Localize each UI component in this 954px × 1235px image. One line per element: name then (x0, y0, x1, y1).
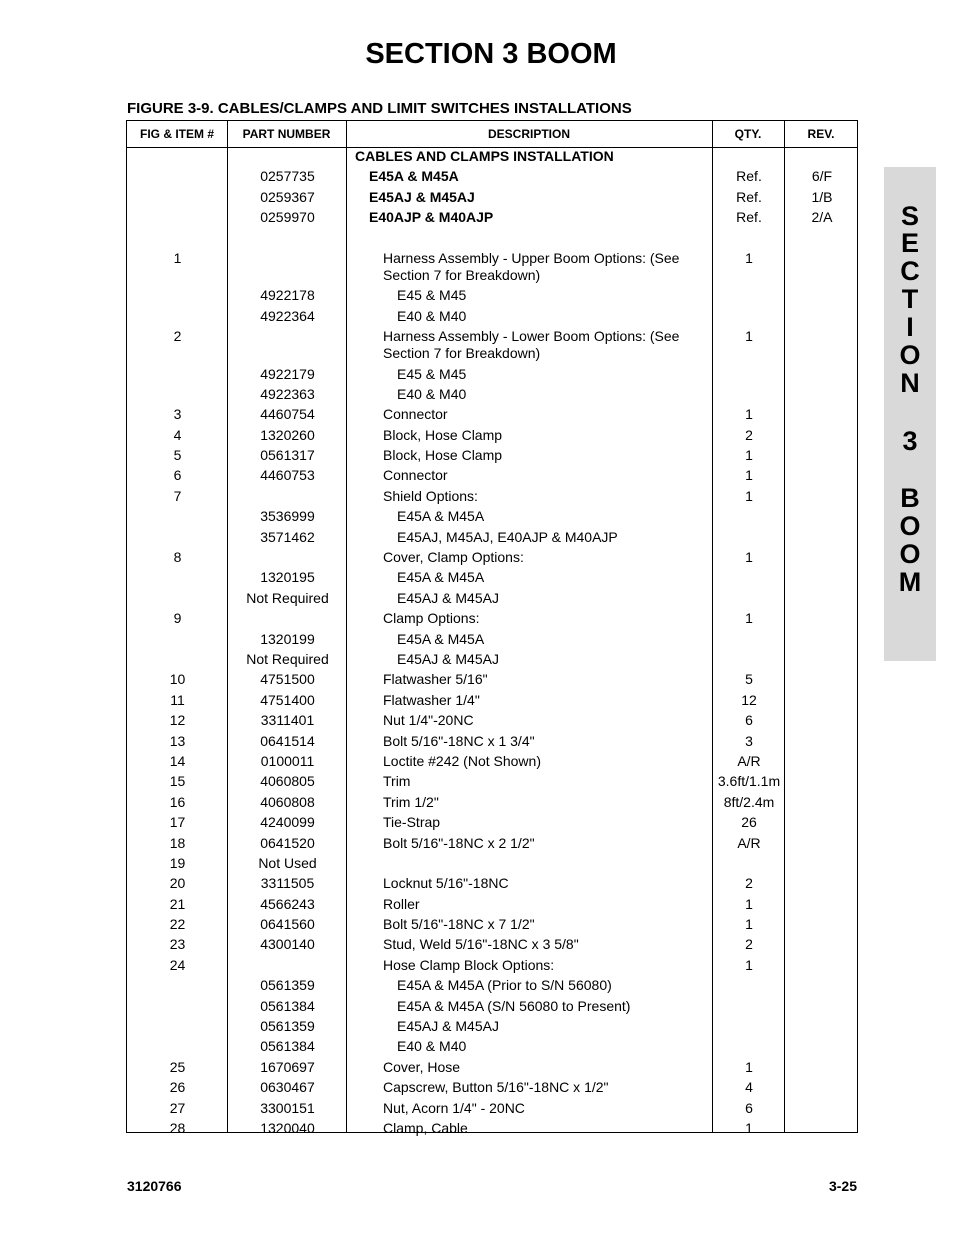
part-number-cell: 0630467 (260, 1079, 315, 1096)
qty-cell: 26 (741, 814, 757, 831)
description-cell: Bolt 5/16"-18NC x 1 3/4" (383, 732, 535, 749)
qty-cell: 1 (745, 467, 753, 484)
part-number-cell: 0561359 (260, 1018, 315, 1035)
table-row (127, 610, 857, 630)
table-row (127, 488, 857, 508)
qty-cell: 1 (745, 956, 753, 973)
table-row (127, 998, 857, 1018)
qty-cell: 1 (745, 249, 753, 266)
part-number-cell: 1320260 (260, 426, 315, 443)
part-number-cell: 1320040 (260, 1119, 315, 1136)
part-number-cell: 1670697 (260, 1058, 315, 1075)
table-row (127, 148, 857, 168)
side-tab-letter: 3 (902, 426, 918, 456)
part-number-cell: 1320195 (260, 569, 315, 586)
part-number-cell: Not Required (246, 589, 329, 606)
part-number-cell: 1320199 (260, 630, 315, 647)
part-number-cell: 3311401 (260, 712, 315, 729)
qty-cell: Ref. (736, 168, 762, 185)
qty-cell: 1 (745, 610, 753, 627)
description-cell: Cover, Hose (383, 1058, 461, 1075)
description-cell: Tie-Strap (383, 814, 441, 831)
part-number-cell: 0641514 (260, 732, 315, 749)
table-row (127, 814, 857, 834)
table-row (127, 508, 857, 528)
qty-cell: 2 (745, 936, 753, 953)
description-cell: Harness Assembly - Upper Boom Options: (See Section 7 for Breakdown) (383, 249, 680, 283)
part-number-cell: 4300140 (260, 936, 315, 953)
fig-item-cell: 10 (169, 671, 186, 688)
fig-item-cell: 20 (169, 875, 186, 892)
table-row (127, 957, 857, 977)
part-number-cell: 0561359 (260, 977, 315, 994)
description-cell: E40 & M40 (397, 307, 467, 324)
table-row (127, 529, 857, 549)
part-number-cell: 0641560 (260, 916, 315, 933)
part-number-cell: Not Required (246, 650, 329, 667)
table-row (127, 328, 857, 365)
description-cell: E45AJ & M45AJ (397, 1018, 499, 1035)
fig-item-cell: 25 (169, 1058, 186, 1075)
part-number-cell: 4751500 (260, 671, 315, 688)
figure-title: FIGURE 3-9. CABLES/CLAMPS AND LIMIT SWITCHES INSTALLATIONS (127, 100, 632, 117)
qty-cell: 2 (745, 875, 753, 892)
part-number-cell: 4922364 (260, 307, 315, 324)
table-row (127, 590, 857, 610)
description-cell: Bolt 5/16"-18NC x 7 1/2" (383, 916, 535, 933)
fig-item-cell: 22 (169, 916, 186, 933)
description-cell: CABLES AND CLAMPS INSTALLATION (355, 148, 614, 164)
table-row (127, 1038, 857, 1058)
table-row (127, 427, 857, 447)
part-number-cell: 4566243 (260, 895, 315, 912)
qty-cell: 6 (745, 712, 753, 729)
side-tab-letter: S (900, 201, 919, 231)
part-number-cell: 0257735 (260, 168, 315, 185)
description-cell: Block, Hose Clamp (383, 426, 503, 443)
rev-cell: 6/F (811, 168, 833, 185)
header-part: PART NUMBER (242, 127, 331, 141)
description-cell: E45A & M45A (369, 168, 459, 185)
part-number-cell: 0259970 (260, 209, 315, 226)
part-number-cell: 3300151 (260, 1099, 315, 1116)
part-number-cell: 3311505 (260, 875, 315, 892)
description-cell: Shield Options: (383, 487, 478, 504)
qty-cell: 4 (745, 1079, 753, 1096)
table-row (127, 875, 857, 895)
table-row (127, 631, 857, 651)
fig-item-cell: 17 (169, 814, 186, 831)
side-tab-letter: I (906, 312, 914, 342)
table-row (127, 977, 857, 997)
description-cell: E40AJP & M40AJP (369, 209, 494, 226)
qty-cell: 8ft/2.4m (723, 793, 775, 810)
table-row (127, 230, 857, 250)
table-row (127, 308, 857, 328)
side-tab-letter: T (901, 284, 919, 314)
part-number-cell: 0100011 (260, 752, 315, 769)
description-cell: Nut 1/4"-20NC (383, 712, 474, 729)
qty-cell: 6 (745, 1099, 753, 1116)
table-row (127, 692, 857, 712)
table-row (127, 936, 857, 956)
description-cell: Roller (383, 895, 420, 912)
part-number-cell: 4922363 (260, 385, 315, 402)
description-cell: Flatwasher 1/4" (383, 691, 480, 708)
table-row (127, 773, 857, 793)
fig-item-cell: 27 (169, 1099, 186, 1116)
table-row (127, 671, 857, 691)
table-row (127, 1018, 857, 1038)
qty-cell: A/R (737, 834, 761, 851)
qty-cell: 1 (745, 916, 753, 933)
qty-cell: A/R (737, 752, 761, 769)
part-number-cell: 0641520 (260, 834, 315, 851)
part-number-cell: 0561317 (260, 447, 315, 464)
side-tab-letter: E (900, 228, 919, 258)
table-row (127, 549, 857, 569)
table-row (127, 209, 857, 229)
fig-item-cell: 28 (169, 1119, 186, 1136)
description-cell: Locknut 5/16"-18NC (383, 875, 509, 892)
description-cell: Capscrew, Button 5/16"-18NC x 1/2" (383, 1079, 609, 1096)
part-number-cell: 3571462 (260, 528, 315, 545)
qty-cell: 3 (745, 732, 753, 749)
fig-item-cell: 1 (173, 249, 182, 266)
side-tab-letter: M (898, 567, 922, 597)
table-row (127, 835, 857, 855)
qty-cell: Ref. (736, 209, 762, 226)
description-cell: Loctite #242 (Not Shown) (383, 752, 541, 769)
description-cell: E45A & M45A (397, 508, 485, 525)
table-row (127, 1059, 857, 1079)
table-row (127, 733, 857, 753)
qty-cell: 1 (745, 549, 753, 566)
table-row (127, 287, 857, 307)
fig-item-cell: 9 (173, 610, 182, 627)
description-cell: E45AJ & M45AJ (397, 650, 499, 667)
description-cell: E40 & M40 (397, 385, 467, 402)
fig-item-cell: 6 (173, 467, 182, 484)
fig-item-cell: 23 (169, 936, 186, 953)
part-number-cell: 4922179 (260, 365, 315, 382)
description-cell: E45 & M45 (397, 365, 467, 382)
side-tab-letter: N (900, 368, 920, 398)
rev-cell: 1/B (811, 188, 833, 205)
part-number-cell: 0561384 (260, 1038, 315, 1055)
description-cell: Clamp Options: (383, 610, 480, 627)
description-cell: E45 & M45 (397, 287, 467, 304)
description-cell: Flatwasher 5/16" (383, 671, 488, 688)
table-row (127, 250, 857, 287)
fig-item-cell: 12 (169, 712, 186, 729)
part-number-cell: Not Used (258, 854, 317, 871)
table-row (127, 467, 857, 487)
table-row (127, 1079, 857, 1099)
part-number-cell: 4240099 (260, 814, 315, 831)
fig-item-cell: 2 (173, 328, 182, 345)
fig-item-cell: 21 (169, 895, 186, 912)
part-number-cell: 0561384 (260, 997, 315, 1014)
description-cell: Block, Hose Clamp (383, 447, 503, 464)
description-cell: E45A & M45A (397, 569, 485, 586)
qty-cell: 12 (741, 691, 757, 708)
description-cell: E45A & M45A (Prior to S/N 56080) (397, 977, 612, 994)
table-row (127, 896, 857, 916)
description-cell: E45AJ & M45AJ (397, 589, 499, 606)
table-row (127, 366, 857, 386)
qty-cell: Ref. (736, 188, 762, 205)
qty-cell: 5 (745, 671, 753, 688)
part-number-cell: 4460753 (260, 467, 315, 484)
header-rev: REV. (807, 127, 835, 141)
qty-cell: 2 (745, 426, 753, 443)
table-row (127, 753, 857, 773)
fig-item-cell: 4 (173, 426, 182, 443)
fig-item-cell: 8 (173, 549, 182, 566)
description-cell: Connector (383, 406, 448, 423)
qty-cell: 1 (745, 406, 753, 423)
section-side-tab (884, 167, 936, 661)
parts-table (126, 120, 858, 1136)
table-body (127, 148, 857, 1140)
part-number-cell: 3536999 (260, 508, 315, 525)
description-cell: Stud, Weld 5/16"-18NC x 3 5/8" (383, 936, 579, 953)
table-row (127, 651, 857, 671)
fig-item-cell: 3 (173, 406, 182, 423)
page-number: 3-25 (828, 1178, 857, 1194)
description-cell: E40 & M40 (397, 1038, 467, 1055)
qty-cell: 1 (745, 487, 753, 504)
table-row (127, 916, 857, 936)
description-cell: Trim (383, 773, 411, 790)
qty-cell: 1 (745, 328, 753, 345)
qty-cell: 1 (745, 1058, 753, 1075)
fig-item-cell: 26 (169, 1079, 186, 1096)
table-header (127, 121, 857, 148)
description-cell: E45AJ, M45AJ, E40AJP & M40AJP (397, 528, 618, 545)
part-number-cell: 4060805 (260, 773, 315, 790)
side-tab-letter: B (900, 483, 920, 513)
table-row (127, 447, 857, 467)
table-row (127, 569, 857, 589)
table-row (127, 794, 857, 814)
description-cell: E45AJ & M45AJ (369, 188, 475, 205)
part-number-cell: 4922178 (260, 287, 315, 304)
description-cell: Bolt 5/16"-18NC x 2 1/2" (383, 834, 535, 851)
side-tab-letter: O (899, 511, 921, 541)
table-row (127, 406, 857, 426)
rev-cell: 2/A (811, 209, 833, 226)
fig-item-cell: 5 (173, 447, 182, 464)
side-tab-letter: C (900, 256, 920, 286)
table-row (127, 855, 857, 875)
description-cell: Trim 1/2" (383, 793, 439, 810)
fig-item-cell: 18 (169, 834, 186, 851)
header-fig: FIG & ITEM # (139, 127, 214, 141)
description-cell: Nut, Acorn 1/4" - 20NC (383, 1099, 525, 1116)
table-row (127, 1100, 857, 1120)
qty-cell: 1 (745, 447, 753, 464)
description-cell: E45A & M45A (S/N 56080 to Present) (397, 997, 631, 1014)
description-cell: Connector (383, 467, 448, 484)
table-row (127, 386, 857, 406)
description-cell: Harness Assembly - Lower Boom Options: (See Section 7 for Breakdown) (383, 328, 680, 362)
page-title: SECTION 3 BOOM (365, 38, 617, 70)
qty-cell: 1 (745, 1119, 753, 1136)
part-number-cell: 4060808 (260, 793, 315, 810)
table-row (127, 189, 857, 209)
document-number: 3120766 (127, 1178, 182, 1194)
fig-item-cell: 13 (169, 732, 186, 749)
fig-item-cell: 16 (169, 793, 186, 810)
description-cell: Clamp, Cable (383, 1119, 468, 1136)
header-qty: QTY. (734, 127, 762, 141)
part-number-cell: 4460754 (260, 406, 315, 423)
fig-item-cell: 24 (169, 956, 186, 973)
part-number-cell: 0259367 (260, 188, 315, 205)
fig-item-cell: 19 (169, 854, 186, 871)
description-cell: E45A & M45A (397, 630, 485, 647)
qty-cell: 3.6ft/1.1m (717, 773, 781, 790)
part-number-cell: 4751400 (260, 691, 315, 708)
table-row (127, 168, 857, 188)
description-cell: Cover, Clamp Options: (383, 549, 524, 566)
fig-item-cell: 15 (169, 773, 186, 790)
fig-item-cell: 14 (169, 752, 186, 769)
fig-item-cell: 7 (173, 487, 182, 504)
description-cell: Hose Clamp Block Options: (383, 956, 555, 973)
qty-cell: 1 (745, 895, 753, 912)
header-desc: DESCRIPTION (487, 127, 570, 141)
side-tab-letter: O (899, 340, 921, 370)
side-tab-letter: O (899, 539, 921, 569)
fig-item-cell: 11 (170, 691, 185, 708)
table-row (127, 1120, 857, 1140)
table-row (127, 712, 857, 732)
